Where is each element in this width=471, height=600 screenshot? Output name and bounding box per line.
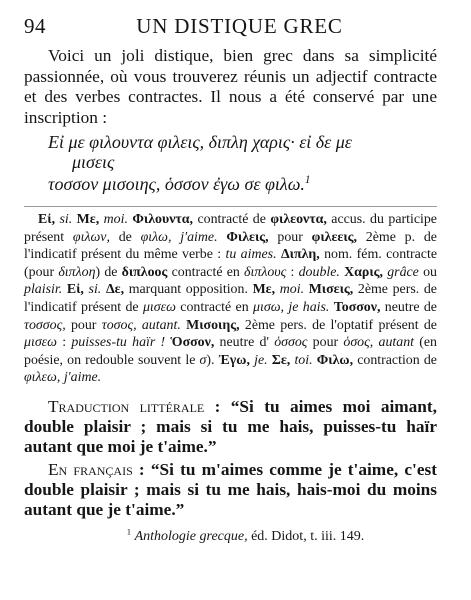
literal-translation-label: Traduction littérale <box>48 396 205 416</box>
note-headword: Φιλουντα, <box>132 212 194 227</box>
note-headword: Μισεις, <box>308 282 354 298</box>
note-headword: Με, <box>76 212 100 227</box>
note-gloss: φιλεω, <box>24 370 61 386</box>
note-gloss: je. <box>254 352 268 368</box>
footnote-reference: 1 <box>304 174 311 186</box>
page-number: 94 <box>24 14 46 38</box>
french-translation-label: En français <box>48 460 133 480</box>
note-gloss: μισεω <box>142 299 176 315</box>
note-gloss: moi. <box>103 212 128 227</box>
note-headword: Εἰ, <box>38 212 56 227</box>
note-headword: φιλεοντα, <box>270 212 327 227</box>
footnote-source: Anthologie grecque, <box>134 528 248 544</box>
note-headword: Διπλη, <box>280 247 320 263</box>
note-gloss: puisses-tu haïr ! <box>71 335 166 351</box>
note-gloss: j'aime. <box>180 229 218 245</box>
running-head: UN DISTIQUE GREC <box>136 14 343 38</box>
french-translation-text: : “Si tu m'aimes comme je t'aime, c'est double plaisir ; mais si tu me hais, hais-moi du moins autant que je t'aime.” <box>24 460 437 519</box>
note-gloss: tu aimes. <box>225 247 277 263</box>
note-gloss: si. <box>59 212 73 227</box>
verse-line-1-continued: μισεις <box>72 152 115 172</box>
note-gloss: plaisir. <box>24 282 63 298</box>
literal-translation <box>24 397 437 456</box>
note-headword: Δε, <box>105 282 125 298</box>
note-headword: διπλοος <box>121 264 168 280</box>
note-headword: Εἰ, <box>66 282 84 298</box>
note-gloss: διπλους <box>244 264 287 280</box>
note-headword: Τοσσον, <box>333 299 381 315</box>
note-headword: Μισοιης, <box>186 317 240 333</box>
note-headword: Χαρις, <box>344 264 383 280</box>
literal-translation-text: : “Si tu aimes moi aimant, double plaisir ; mais si tu me hais, puisses-tu haïr autant que moi je t'aime.” <box>24 396 437 456</box>
footnote-details: éd. Didot, t. iii. 149. <box>247 528 365 544</box>
page-body <box>24 46 437 545</box>
note-gloss: τοσος, <box>101 317 137 333</box>
note-gloss: διπλοη <box>58 264 96 280</box>
note-gloss: j'aime. <box>63 370 102 386</box>
note-gloss: si. <box>88 282 102 298</box>
note-gloss: ὁσσος <box>274 335 308 351</box>
verse-line-1: Εἰ με φιλουντα φιλεις, διπλη χαρις· εἰ δε με <box>48 132 352 152</box>
vocabulary-notes: Εἰ, si. Με, moi. Φιλουντα, contracté de φιλεοντα, accus. du participe présent φιλων, de φιλω, j'aime. Φιλεις, pour φιλεεις, 2ème p. de l'indicatif présent du même verbe : tu aimes. Διπλη, nom. fém. contracte (pour διπλοη) de διπλοος contracté en διπλους : double. Χαρις, grâce ou plaisir. Εἰ, si. Δε, marquant opposition. Με, moi. Μισεις, 2ème pers. de l'indicatif présent de μισεω contracté en μισω, je hais. Τοσσον, neutre de τοσσος, pour τοσος, autant. Μισοιης, 2ème pers. de l'optatif présent de μισεω : puisses-tu haïr ! Ὁσσον, neutre d' ὁσσος pour ὁσος, autant (en poésie, on redouble souvent le σ). Ἐγω, je. Σε, toi. Φιλω, contraction de φιλεω, j'aime. <box>24 212 437 386</box>
note-gloss: μισεω <box>24 335 57 351</box>
note-headword: φιλεεις, <box>311 229 357 245</box>
page-header <box>24 14 437 40</box>
note-gloss: grâce <box>387 264 419 280</box>
note-gloss: σ <box>199 352 207 368</box>
note-gloss: autant. <box>141 317 181 333</box>
note-gloss: τοσσος, <box>24 317 66 333</box>
note-gloss: φιλων, <box>72 229 110 245</box>
note-gloss: ὁσος, <box>343 335 374 351</box>
note-gloss: autant <box>378 335 414 351</box>
note-gloss: double. <box>298 264 340 280</box>
note-headword: Ἐγω, <box>218 352 250 368</box>
note-gloss: toi. <box>294 352 313 368</box>
note-headword: Φιλεις, <box>226 229 269 245</box>
french-translation <box>24 460 437 519</box>
note-gloss: φιλω, <box>140 229 172 245</box>
greek-distich <box>24 132 437 194</box>
verse-line-2-text: τοσσον μισοιης, ὁσσον ἐγω σε φιλω. <box>48 174 305 194</box>
note-headword: Με, <box>252 282 276 298</box>
note-headword: Σε, <box>271 352 291 368</box>
verse-line-2 <box>24 174 437 194</box>
note-gloss: moi. <box>279 282 305 298</box>
intro-paragraph: Voici un joli distique, bien grec dans sa simplicité passionnée, où vous trouverez réunis un adjectif contracte et des verbes contractes. Il nous a été conservé par une inscription : <box>24 46 437 127</box>
note-gloss: μισω, <box>253 299 284 315</box>
footnote <box>24 528 437 545</box>
note-gloss: je hais. <box>288 299 330 315</box>
note-headword: Φιλω, <box>316 352 354 368</box>
section-divider <box>24 206 437 207</box>
footnote-mark: 1 <box>126 526 132 537</box>
note-headword: Ὁσσον, <box>170 335 215 351</box>
